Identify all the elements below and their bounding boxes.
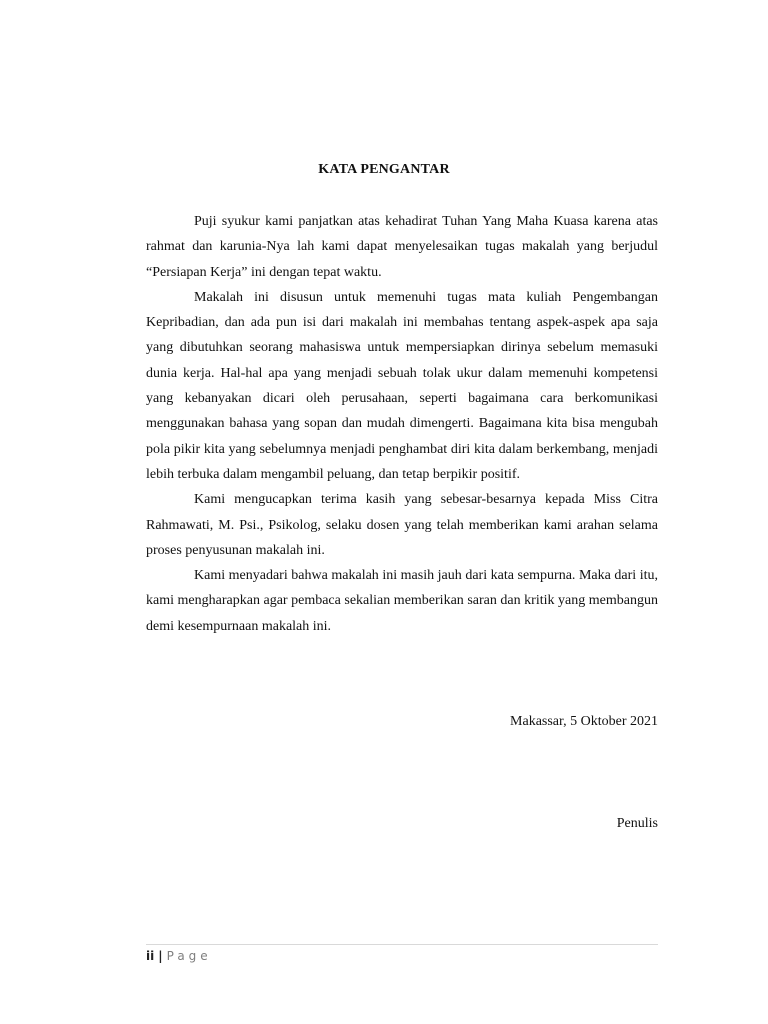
footer-page-number: ii xyxy=(146,949,155,963)
paragraph-closing: Kami menyadari bahwa makalah ini masih jauh dari kata sempurna. Maka dari itu, kami mengharapkan agar pembaca sekalian memberikan saran dan kritik yang membangun demi kesempurnaan makalah ini. xyxy=(146,568,658,634)
signer-name: Penulis xyxy=(616,816,658,831)
paragraph-purpose: Makalah ini disusun untuk memenuhi tugas mata kuliah Pengembangan Kepribadian, dan ada pun isi dari makalah ini membahas tentang aspek-aspek apa saja yang dibutuhkan seorang mahasiswa untuk mempersiapkan dirinya sebelum memasuki dunia kerja. Hal-hal apa yang menjadi sebuah tolak ukur dalam memenuhi kompetensi yang kebanyakan dicari oleh perusahaan, seperti bagaimana cara berkomunikasi menggunakan bahasa yang sopan dan mudah dimengerti. Bagaimana kita bisa mengubah pola pikir kita yang sebelumnya menjadi penghambat diri kita dalam berkembang, menjadi lebih terbuka dalam mengambil peluang, dan tetap berpikir positif. xyxy=(146,289,658,482)
page-title: KATA PENGANTAR xyxy=(318,162,450,177)
paragraph-intro: Puji syukur kami panjatkan atas kehadirat Tuhan Yang Maha Kuasa karena atas rahmat dan karunia-Nya lah kami dapat menyelesaikan tugas makalah yang berjudul “Persiapan Kerja” ini dengan tepat waktu. xyxy=(146,214,658,280)
footer-page-label: Page xyxy=(166,949,212,963)
document-body xyxy=(146,209,658,639)
page-footer xyxy=(146,947,212,965)
place-date: Makassar, 5 Oktober 2021 xyxy=(510,714,658,729)
paragraph-thanks: Kami mengucapkan terima kasih yang sebesar-besarnya kepada Miss Citra Rahmawati, M. Psi., Psikolog, selaku dosen yang telah memberikan kami arahan selama proses penyusunan makalah ini. xyxy=(146,492,658,558)
footer-divider xyxy=(146,944,658,945)
footer-separator: | xyxy=(158,949,163,963)
